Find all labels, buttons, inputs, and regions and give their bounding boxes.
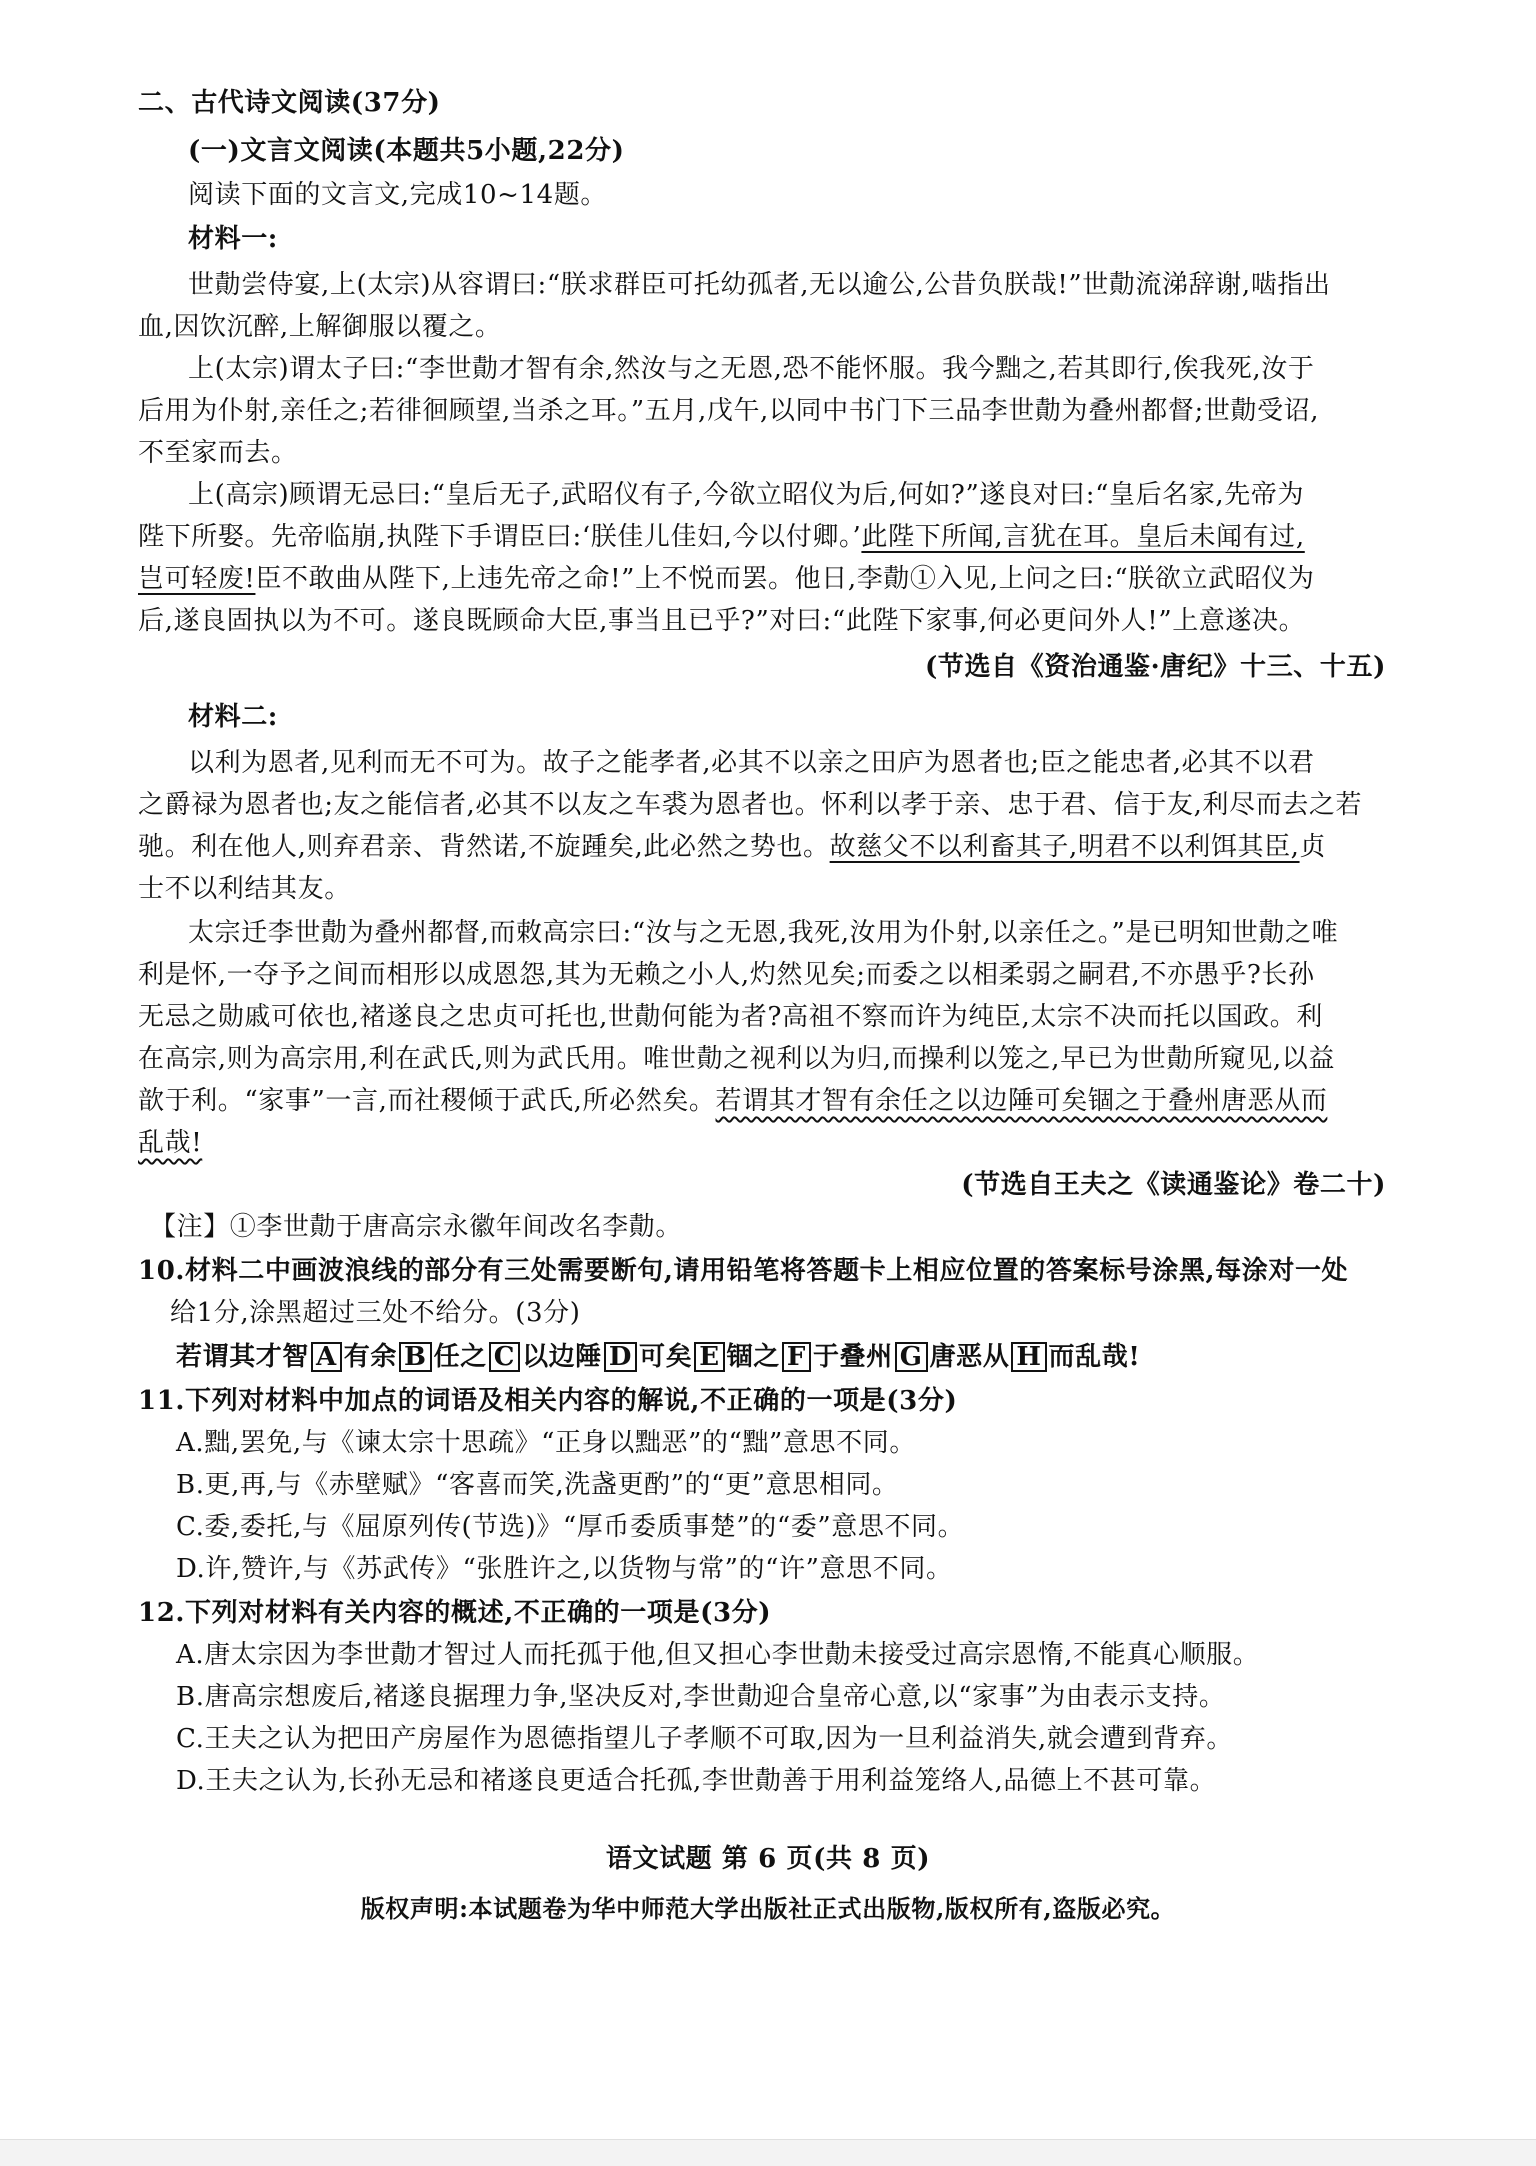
material2-line: 在高宗,则为高宗用,利在武氏,则为武氏用。唯世勣之视利以为归,而操利以笼之,早已为世勣所窥见,以益	[138, 1044, 1335, 1074]
q10-option-box[interactable]: D	[604, 1342, 637, 1372]
q10-option-box[interactable]: A	[311, 1342, 342, 1372]
q10-stem: 10.材料二中画波浪线的部分有三处需要断句,请用铅笔将答题卡上相应位置的答案标号涂黑,每涂对一处	[138, 1256, 1349, 1286]
annotation-note: 【注】①李世勣于唐高宗永徽年间改名李勣。	[150, 1212, 683, 1242]
material1-line: 陛下所娶。先帝临崩,执陛下手谓臣曰:‘朕佳儿佳妇,今以付卿。’此陛下所闻,言犹在耳。皇后未闻有过,	[138, 522, 1305, 552]
material1-line: 后用为仆射,亲任之;若徘徊顾望,当杀之耳。”五月,戊午,以同中书门下三品李世勣为叠州都督;世勣受诏,	[138, 396, 1320, 426]
q12-stem: 12.下列对材料有关内容的概述,不正确的一项是(3分)	[138, 1598, 772, 1628]
q10-option-box[interactable]: F	[782, 1342, 811, 1372]
material1-line: 上(高宗)顾谓无忌曰:“皇后无子,武昭仪有子,今欲立昭仪为后,何如?”遂良对曰:“皇后名家,先帝为	[188, 480, 1305, 510]
wavy-underlined-sentence: 乱哉!	[138, 1128, 203, 1158]
q11-option: D.许,赞许,与《苏武传》“张胜许之,以货物与常”的“许”意思不同。	[176, 1554, 953, 1584]
material2-line	[138, 1124, 202, 1162]
wavy-underlined-sentence: 若谓其才智有余任之以边陲可矣锢之于叠州唐恶从而	[715, 1086, 1328, 1116]
material1-line: 世勣尝侍宴,上(太宗)从容谓曰:“朕求群臣可托幼孤者,无以逾公,公昔负朕哉!”世勣流涕辞谢,啮指出	[188, 270, 1331, 300]
material2-line: 之爵禄为恩者也;友之能信者,必其不以友之车裘为恩者也。怀利以孝于亲、忠于君、信于友,利尽而去之若	[138, 790, 1363, 820]
material1-heading: 材料一:	[188, 224, 278, 254]
q12-option: B.唐高宗想废后,褚遂良据理力争,坚决反对,李世勣迎合皇帝心意,以“家事”为由表示支持。	[176, 1682, 1226, 1712]
underlined-sentence: 故慈父不以利畜其子,明君不以利饵其臣,	[829, 832, 1300, 862]
copyright-notice: 版权声明:本试题卷为华中师范大学出版社正式出版物,版权所有,盗版必究。	[360, 1894, 1176, 1923]
material2-heading: 材料二:	[188, 702, 278, 732]
material2-line: 歆于利。“家事”一言,而社稷倾于武氏,所必然矣。若谓其才智有余任之以边陲可矣锢之于叠州唐恶从而	[138, 1086, 1328, 1116]
q10-option-box[interactable]: E	[694, 1342, 724, 1372]
material1-line: 后,遂良固执以为不可。遂良既顾命大臣,事当且已乎?”对曰:“此陛下家事,何必更问外人!”上意遂决。	[138, 606, 1306, 636]
underlined-sentence: 此陛下所闻,言犹在耳。皇后未闻有过,	[861, 522, 1305, 552]
material2-line: 士不以利结其友。	[138, 874, 351, 904]
material1-line: 不至家而去。	[138, 438, 298, 468]
material2-line: 以利为恩者,见利而无不可为。故子之能孝者,必其不以亲之田庐为恩者也;臣之能忠者,必其不以君	[188, 748, 1315, 778]
material2-source: (节选自王夫之《读通鉴论》卷二十)	[961, 1170, 1386, 1200]
q12-option: D.王夫之认为,长孙无忌和褚遂良更适合托孤,李世勣善于用利益笼络人,品德上不甚可靠。	[176, 1766, 1217, 1796]
material2-line: 利是怀,一夺予之间而相形以成恩怨,其为无赖之小人,灼然见矣;而委之以相柔弱之嗣君,不亦愚乎?长孙	[138, 960, 1315, 990]
q11-option: C.委,委托,与《屈原列传(节选)》“厚币委质事楚”的“委”意思不同。	[176, 1512, 965, 1542]
material2-line: 驰。利在他人,则弃君亲、背然诺,不旋踵矣,此必然之势也。故慈父不以利畜其子,明君不以利饵其臣,贞	[138, 832, 1327, 862]
q10-option-box[interactable]: C	[489, 1342, 520, 1372]
instruction-text: 阅读下面的文言文,完成10~14题。	[188, 180, 608, 210]
material1-line: 上(太宗)谓太子曰:“李世勣才智有余,然汝与之无恩,恐不能怀服。我今黜之,若其即行,俟我死,汝于	[188, 354, 1315, 384]
material2-line: 太宗迁李世勣为叠州都督,而敕高宗曰:“汝与之无恩,我死,汝用为仆射,以亲任之。”是已明知世勣之唯	[188, 918, 1339, 948]
material1-line: 血,因饮沉醉,上解御服以覆之。	[138, 312, 502, 342]
q10-option-box[interactable]: B	[399, 1342, 432, 1372]
q11-option: A.黜,罢免,与《谏太宗十思疏》“正身以黜恶”的“黜”意思不同。	[176, 1428, 916, 1458]
q12-option: A.唐太宗因为李世勣才智过人而托孤于他,但又担心李世勣未接受过高宗恩惰,不能真心顺服。	[176, 1640, 1260, 1670]
page-bottom-edge	[0, 2139, 1536, 2166]
q12-option: C.王夫之认为把田产房屋作为恩德指望儿子孝顺不可取,因为一旦利益消失,就会遭到背弃。	[176, 1724, 1233, 1754]
q11-option: B.更,再,与《赤壁赋》“客喜而笑,洗盏更酌”的“更”意思相同。	[176, 1470, 899, 1500]
material1-line: 岂可轻废!臣不敢曲从陛下,上违先帝之命!”上不悦而罢。他日,李勣①入见,上问之曰:“朕欲立武昭仪为	[138, 564, 1315, 594]
q10-option-box[interactable]: H	[1011, 1342, 1046, 1372]
section-title: 二、古代诗文阅读(37分)	[138, 88, 441, 118]
page-number-label: 语文试题 第 6 页(共 8 页)	[605, 1844, 931, 1874]
material1-source: (节选自《资治通鉴·唐纪》十三、十五)	[924, 652, 1386, 682]
underlined-sentence: 岂可轻废!	[138, 564, 256, 594]
q11-stem: 11.下列对材料中加点的词语及相关内容的解说,不正确的一项是(3分)	[138, 1386, 958, 1416]
sub-section-title: (一)文言文阅读(本题共5小题,22分)	[188, 136, 625, 166]
q10-option-box[interactable]: G	[895, 1342, 928, 1372]
q10-sentence: 若谓其才智 A 有余 B 任之 C 以边陲 D 可矣 E 锢之 F 于叠州 G 唐恶从 H 而乱哉!	[176, 1342, 1141, 1372]
material2-line: 无忌之勋戚可依也,褚遂良之忠贞可托也,世勣何能为者?高祖不察而许为纯臣,太宗不决而托以国政。利	[138, 1002, 1323, 1032]
q10-stem: 给1分,涂黑超过三处不给分。(3分)	[170, 1298, 581, 1328]
